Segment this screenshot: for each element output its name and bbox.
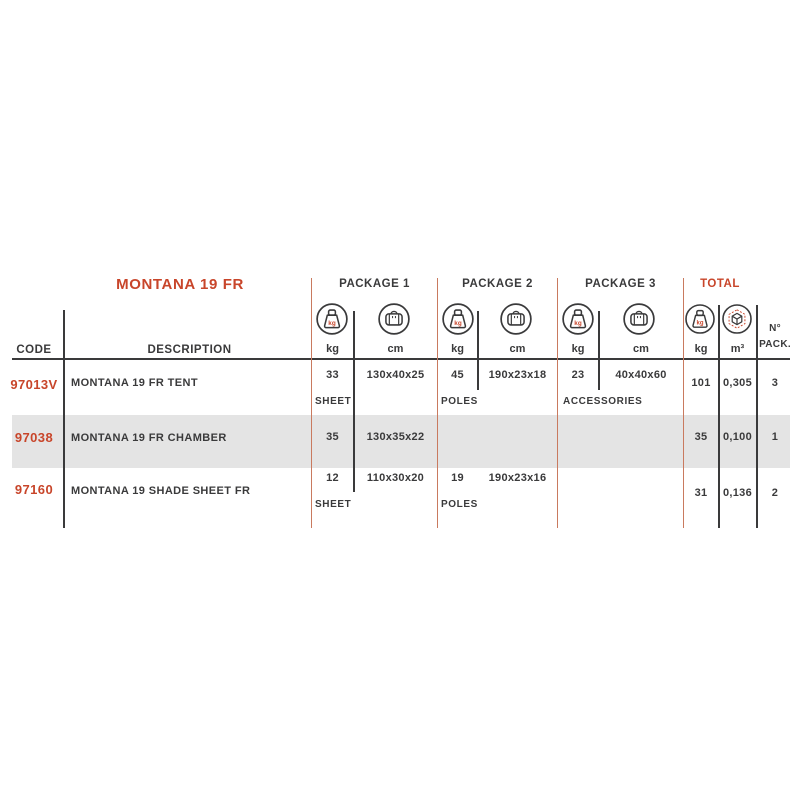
npack-line2: PACK. bbox=[759, 339, 791, 350]
cell-description: MONTANA 19 FR TENT bbox=[71, 377, 198, 389]
group-header-package2: PACKAGE 2 bbox=[462, 278, 533, 290]
cell-npack: 3 bbox=[771, 377, 779, 389]
cell-description: MONTANA 19 FR CHAMBER bbox=[71, 432, 227, 444]
weight-icon bbox=[561, 302, 595, 336]
column-header-npack bbox=[756, 321, 794, 353]
npack-line1: N° bbox=[769, 323, 781, 334]
cell-package3-content-label: ACCESSORIES bbox=[563, 396, 643, 407]
unit-label-kg: kg bbox=[694, 343, 708, 355]
svg-text:kg: kg bbox=[454, 319, 462, 327]
weight-icon bbox=[441, 302, 475, 336]
product-title: MONTANA 19 FR bbox=[116, 276, 244, 293]
cell-package1-kg: 35 bbox=[326, 431, 339, 443]
unit-label-m3: m³ bbox=[730, 343, 745, 355]
cell-npack: 1 bbox=[771, 431, 779, 443]
cell-package1-cm: 110x30x20 bbox=[366, 472, 425, 484]
cell-package3-kg: 23 bbox=[571, 369, 585, 381]
svg-text:kg: kg bbox=[328, 319, 336, 327]
cell-package2-kg: 19 bbox=[451, 472, 464, 484]
cell-description: MONTANA 19 SHADE SHEET FR bbox=[71, 485, 251, 497]
cell-code: 97160 bbox=[14, 482, 54, 497]
unit-label-cm: cm bbox=[387, 343, 404, 355]
divider-package3-left bbox=[557, 278, 558, 528]
unit-label-kg: kg bbox=[326, 343, 339, 355]
cell-package1-cm: 130x40x25 bbox=[366, 369, 425, 381]
unit-label-kg: kg bbox=[571, 343, 585, 355]
weight-icon bbox=[315, 302, 349, 336]
cell-package3-cm: 40x40x60 bbox=[615, 369, 667, 381]
cell-package2-kg: 45 bbox=[451, 369, 464, 381]
packed-bag-icon bbox=[377, 302, 411, 336]
unit-label-cm: cm bbox=[509, 343, 526, 355]
svg-text:kg: kg bbox=[696, 320, 704, 327]
column-header-description: DESCRIPTION bbox=[147, 344, 232, 356]
cell-package2-content-label: POLES bbox=[441, 396, 478, 407]
packed-bag-icon bbox=[499, 302, 533, 336]
cell-total-m3: 0,136 bbox=[722, 487, 753, 499]
cell-total-m3: 0,100 bbox=[722, 431, 753, 443]
cell-package1-cm: 130x35x22 bbox=[366, 431, 425, 443]
cell-package1-content-label: SHEET bbox=[315, 499, 352, 510]
cell-total-kg: 101 bbox=[691, 377, 711, 389]
group-header-total: TOTAL bbox=[700, 278, 740, 290]
group-header-package1: PACKAGE 1 bbox=[339, 278, 410, 290]
weight-icon bbox=[684, 303, 716, 335]
unit-label-cm: cm bbox=[633, 343, 649, 355]
cell-npack: 2 bbox=[771, 487, 779, 499]
cell-package2-cm: 190x23x18 bbox=[488, 369, 547, 381]
cell-package2-cm: 190x23x16 bbox=[488, 472, 547, 484]
cell-total-kg: 31 bbox=[694, 487, 708, 499]
cell-code: 97038 bbox=[14, 430, 54, 445]
cell-package1-kg: 33 bbox=[326, 369, 339, 381]
cell-package1-content-label: SHEET bbox=[315, 396, 352, 407]
packed-bag-icon bbox=[622, 302, 656, 336]
header-underline bbox=[12, 358, 790, 360]
volume-cube-icon bbox=[721, 303, 753, 335]
divider-package2-left bbox=[437, 278, 438, 528]
divider-code-description bbox=[63, 310, 65, 528]
cell-code: 97013V bbox=[10, 377, 58, 392]
column-header-code: CODE bbox=[16, 344, 52, 356]
cell-total-kg: 35 bbox=[694, 431, 708, 443]
divider-package1-left bbox=[311, 278, 312, 528]
divider-package1-kg-cm bbox=[353, 311, 355, 492]
cell-package1-kg: 12 bbox=[326, 472, 339, 484]
group-header-package3: PACKAGE 3 bbox=[585, 278, 656, 290]
cell-package2-content-label: POLES bbox=[441, 499, 478, 510]
svg-text:kg: kg bbox=[574, 319, 582, 327]
cell-total-m3: 0,305 bbox=[722, 377, 753, 389]
unit-label-kg: kg bbox=[451, 343, 464, 355]
